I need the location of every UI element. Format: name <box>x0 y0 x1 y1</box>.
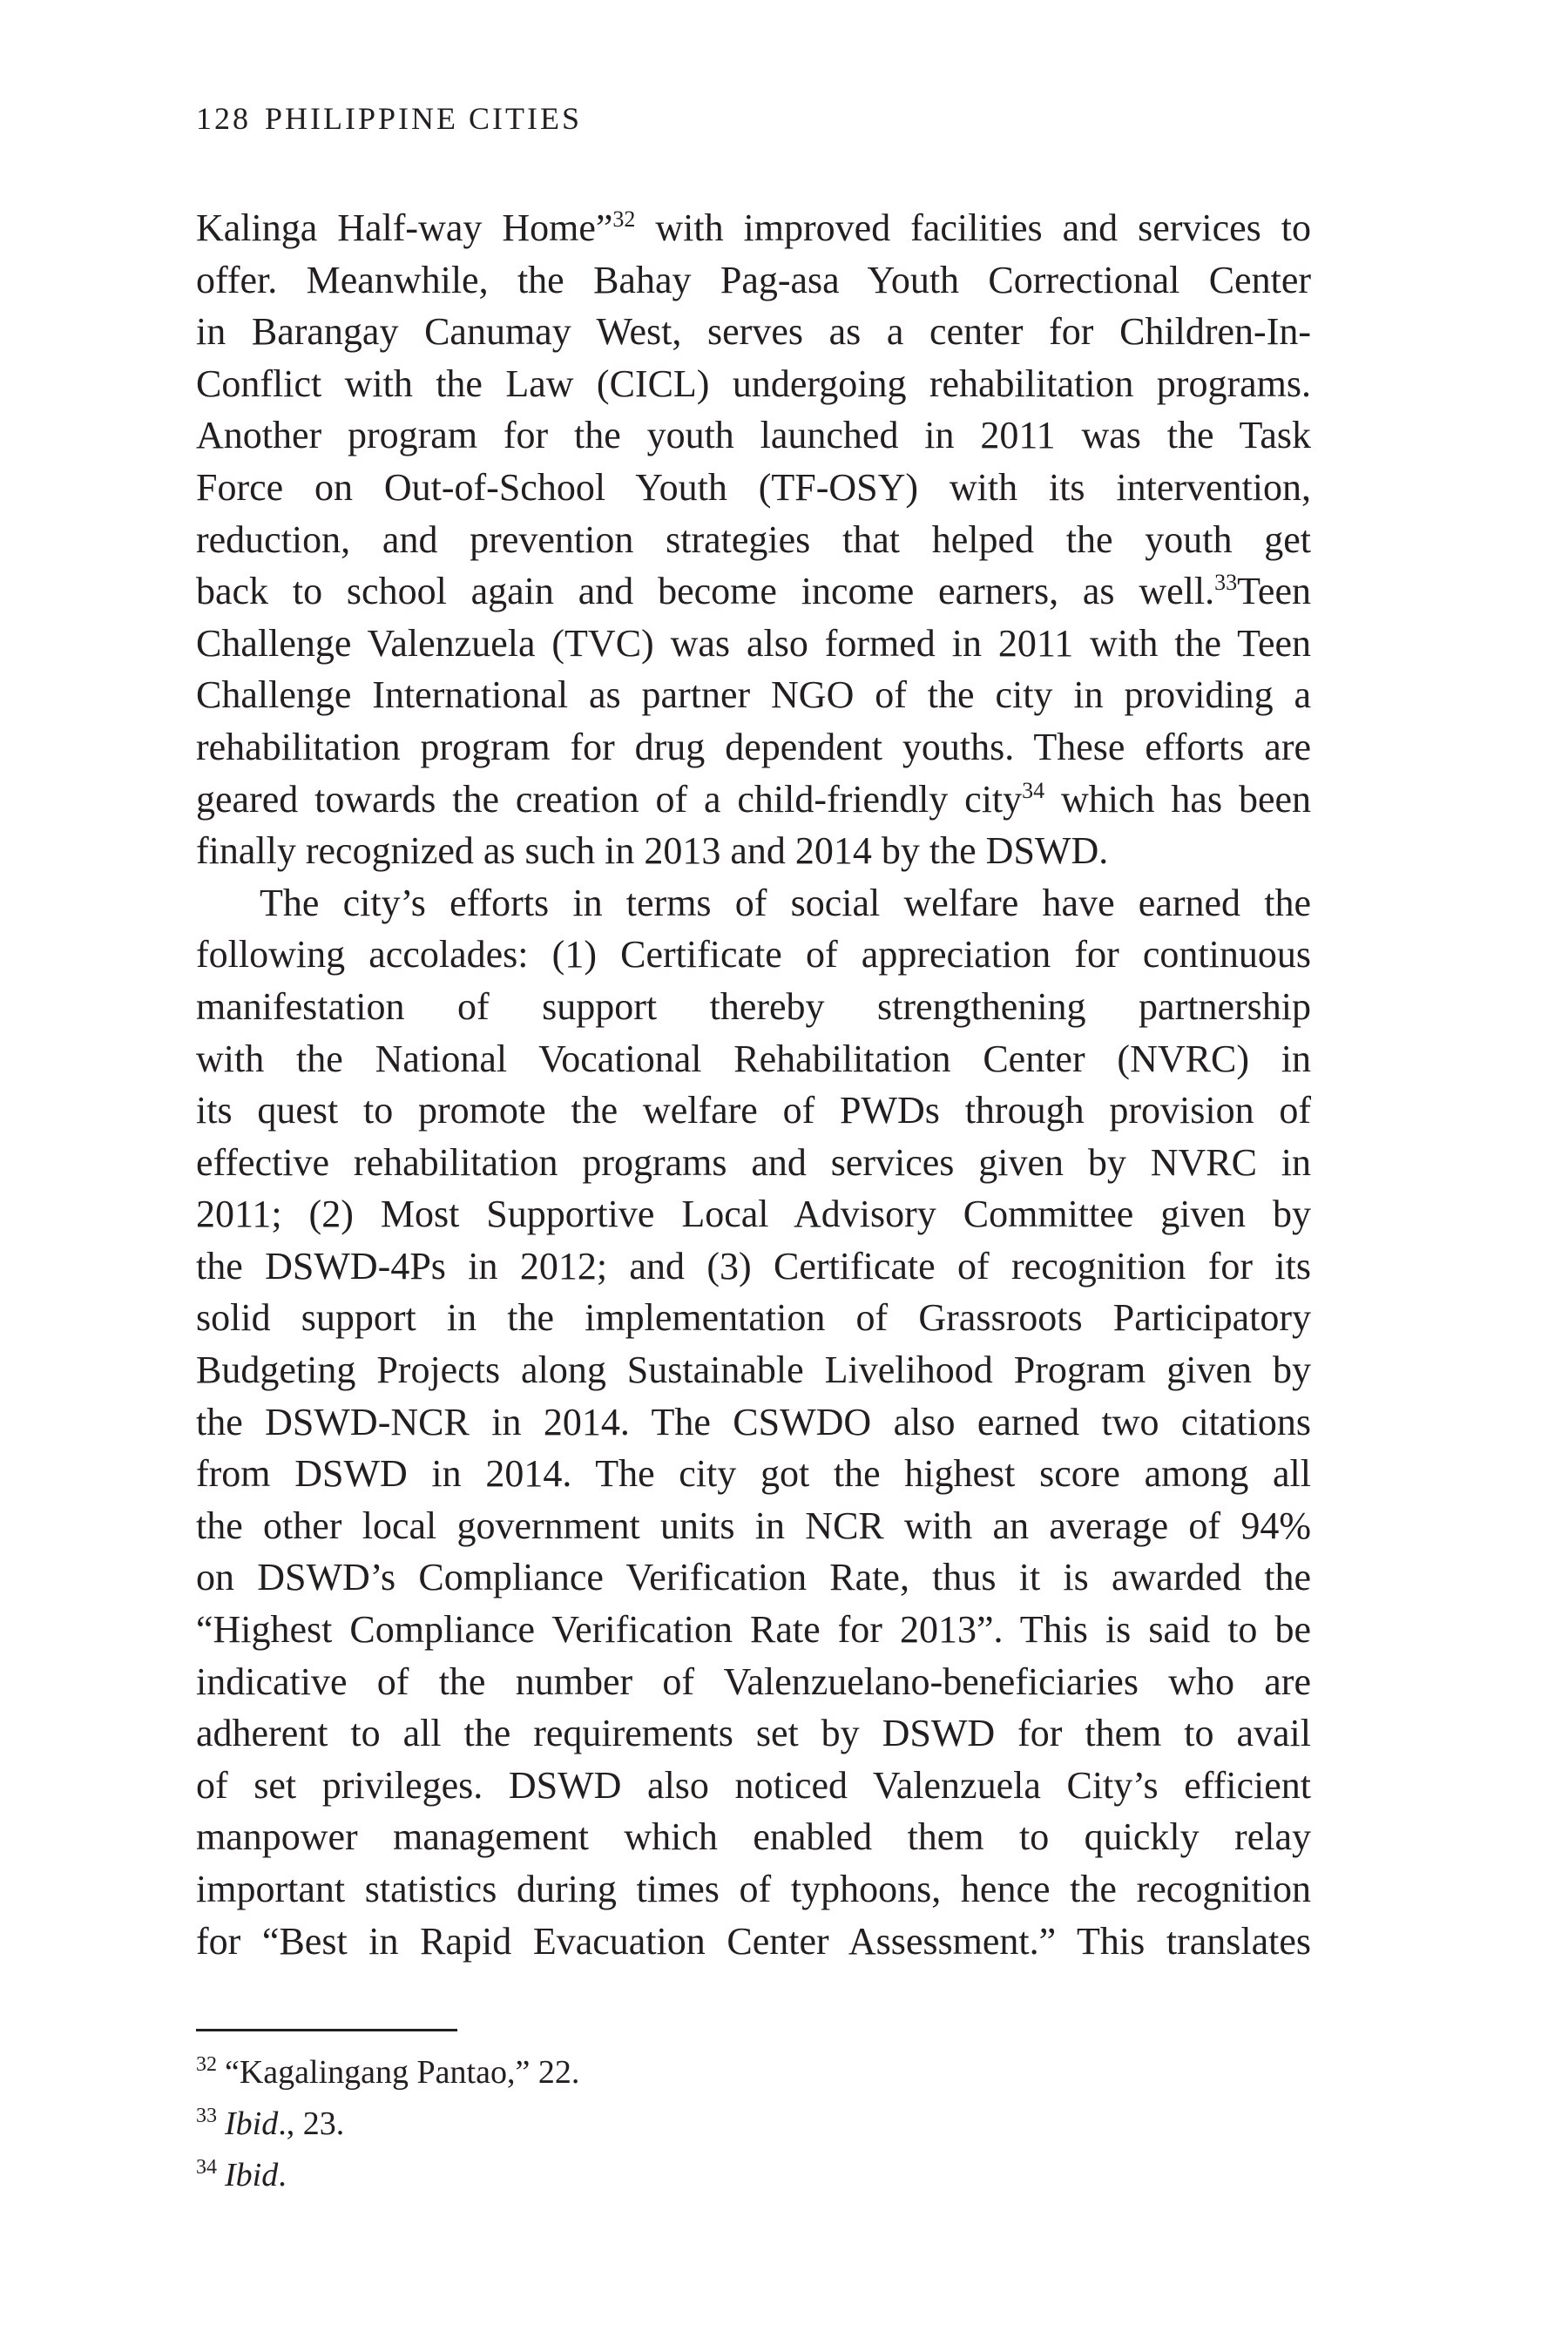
footnote-ref-32: 32 <box>612 206 636 232</box>
text-line: its quest to promote the welfare of PWDs through provision of <box>196 1089 1311 1132</box>
text-span: geared towards the creation of a child-friendly city <box>196 777 1023 821</box>
text-line: in Barangay Canumay West, serves as a center for Children-In- <box>196 310 1311 354</box>
page-number: 128 <box>196 101 251 136</box>
text-line: rehabilitation program for drug dependent youths. These efforts are <box>196 725 1311 768</box>
body-text <box>196 202 1311 1967</box>
text-line <box>196 202 1311 254</box>
footnote-divider <box>196 2029 457 2031</box>
text-line: the other local government units in NCR with an average of 94% <box>196 1504 1311 1547</box>
text-line: finally recognized as such in 2013 and 2014 by the DSWD. <box>196 829 1109 873</box>
text-line: manifestation of support thereby strengthening partnership <box>196 984 1311 1028</box>
footnote-italic: Ibid <box>225 2105 279 2142</box>
footnote-text: . <box>278 2157 287 2193</box>
text-line: Another program for the youth launched in 2011 was the Task <box>196 414 1311 457</box>
text-line: the DSWD-NCR in 2014. The CSWDO also earned two citations <box>196 1400 1311 1443</box>
text-line: with the National Vocational Rehabilitation Center (NVRC) in <box>196 1037 1311 1080</box>
footnote-number: 34 <box>196 2156 217 2179</box>
running-head <box>196 103 582 134</box>
text-line <box>196 565 1311 618</box>
text-line: adherent to all the requirements set by DSWD for them to avail <box>196 1712 1311 1755</box>
footnote-32 <box>196 2047 579 2099</box>
text-span: back to school again and become income earners, as well. <box>196 570 1215 613</box>
footnote-number: 32 <box>196 2053 217 2076</box>
footnote-33 <box>196 2099 579 2150</box>
text-line: indicative of the number of Valenzuelano-beneficiaries who are <box>196 1659 1311 1703</box>
text-line: the DSWD-4Ps in 2012; and (3) Certificate of recognition for its <box>196 1244 1311 1288</box>
footnote-ref-33: 33 <box>1214 570 1238 596</box>
text-span: Teen <box>1237 570 1311 613</box>
text-line: reduction, and prevention strategies that helped the youth get <box>196 517 1311 561</box>
text-line: solid support in the implementation of Grassroots Participatory <box>196 1296 1311 1340</box>
text-line: offer. Meanwhile, the Bahay Pag-asa Youth Correctional Center <box>196 258 1311 301</box>
text-line: important statistics during times of typhoons, hence the recognition <box>196 1868 1311 1910</box>
text-line: from DSWD in 2014. The city got the highest score among all <box>196 1452 1311 1496</box>
footnote-text: ., 23. <box>278 2105 345 2142</box>
footnote-ref-34: 34 <box>1022 777 1045 803</box>
running-title: PHILIPPINE CITIES <box>265 101 582 136</box>
text-line: on DSWD’s Compliance Verification Rate, thus it is awarded the <box>196 1556 1311 1599</box>
footnote-italic: Ibid <box>225 2157 279 2193</box>
text-line: Force on Out-of-School Youth (TF-OSY) with its intervention, <box>196 465 1311 509</box>
text-line: “Highest Compliance Verification Rate for 2013”. This is said to be <box>196 1608 1311 1652</box>
text-line: effective rehabilitation programs and services given by NVRC in <box>196 1140 1311 1184</box>
text-line: for “Best in Rapid Evacuation Center Assessment.” This translates <box>196 1919 1311 1963</box>
text-span: Kalinga Half-way Home” <box>196 206 613 249</box>
text-line: Budgeting Projects along Sustainable Livelihood Program given by <box>196 1348 1311 1392</box>
text-line: 2011; (2) Most Supportive Local Advisory Committee given by <box>196 1193 1311 1236</box>
text-span: with improved facilities and services to <box>635 206 1311 249</box>
text-line <box>196 774 1311 826</box>
text-line: Challenge Valenzuela (TVC) was also formed in 2011 with the Teen <box>196 621 1311 665</box>
text-line: Challenge International as partner NGO of the city in providing a <box>196 673 1311 717</box>
text-span: which has been <box>1044 777 1312 821</box>
text-line: following accolades: (1) Certificate of appreciation for continuous <box>196 933 1311 977</box>
text-line: The city’s efforts in terms of social welfare have earned the <box>260 881 1311 924</box>
text-line: manpower management which enabled them to quickly relay <box>196 1815 1311 1859</box>
footnote-34 <box>196 2150 579 2201</box>
footnotes <box>196 2047 579 2201</box>
footnote-number: 33 <box>196 2105 217 2127</box>
text-line: Conflict with the Law (CICL) undergoing rehabilitation programs. <box>196 362 1311 405</box>
text-line: of set privileges. DSWD also noticed Valenzuela City’s efficient <box>196 1763 1311 1807</box>
footnote-text: “Kagalingang Pantao,” 22. <box>225 2054 580 2091</box>
